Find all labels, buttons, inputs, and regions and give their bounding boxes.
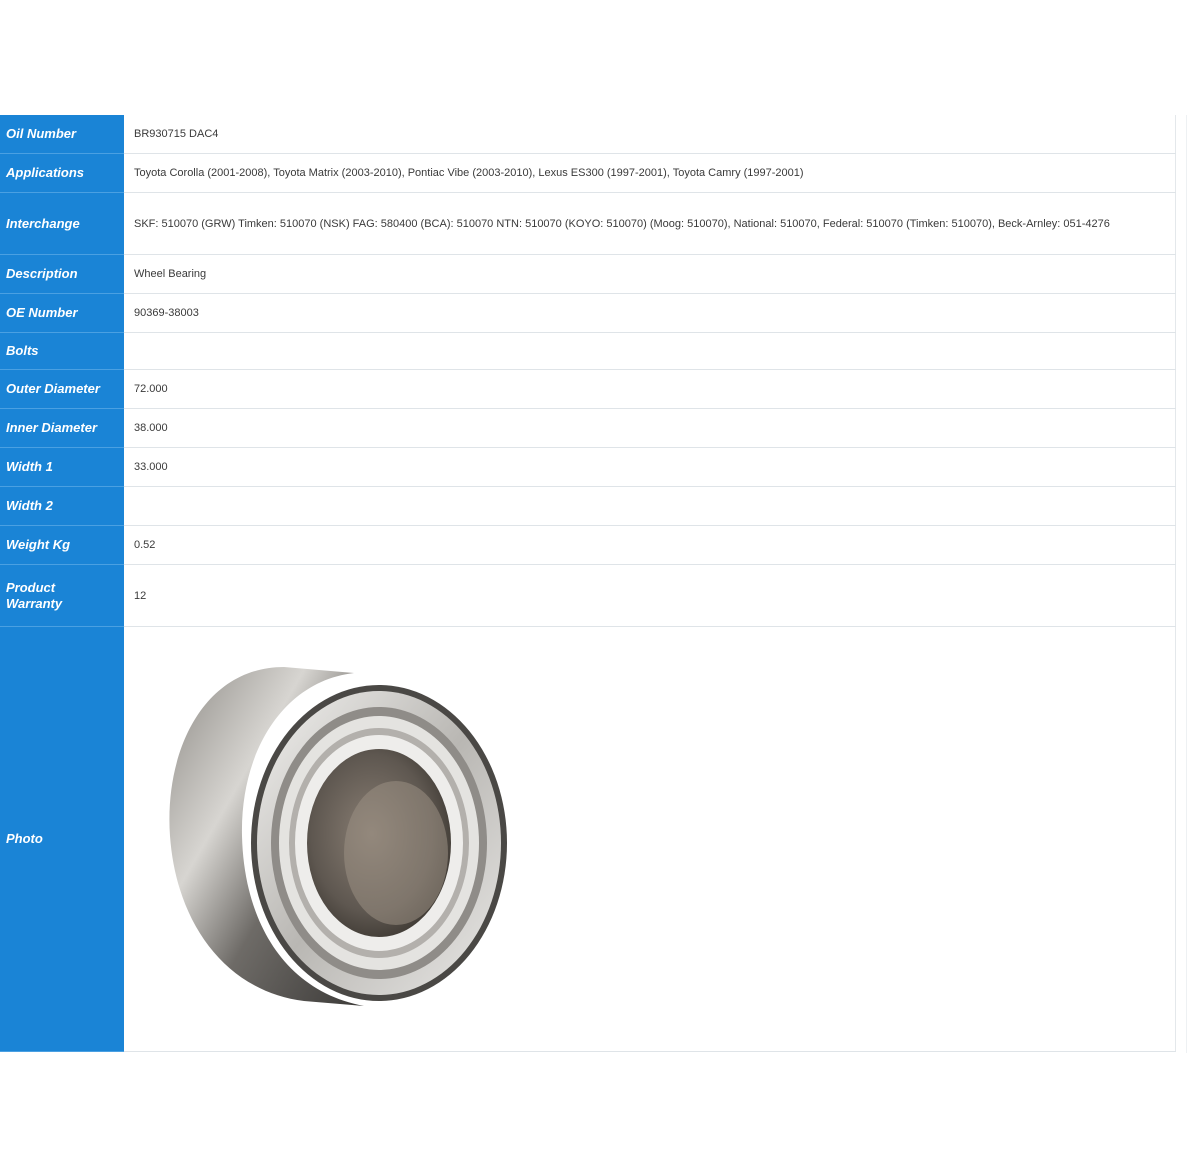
- right-border-strip: [1186, 115, 1200, 1053]
- spec-key: Bolts: [0, 333, 124, 370]
- spec-value: 12: [124, 565, 1176, 627]
- spec-value: 38.000: [124, 409, 1176, 448]
- spec-value: BR930715 DAC4: [124, 115, 1176, 154]
- spec-value: [124, 333, 1176, 370]
- spec-key: OE Number: [0, 294, 124, 333]
- spec-value: 0.52: [124, 526, 1176, 565]
- spec-row-oe-number: [0, 294, 1176, 333]
- spec-row-bolts: [0, 333, 1176, 370]
- spec-key: Weight Kg: [0, 526, 124, 565]
- spec-value: Wheel Bearing: [124, 255, 1176, 294]
- spec-value: SKF: 510070 (GRW) Timken: 510070 (NSK) FAG: 580400 (BCA): 510070 NTN: 510070 (KOYO: 510070) (Moog: 510070), National: 510070, Federal: 510070 (Timken: 510070), Beck-Arnley: 051-4276: [124, 193, 1176, 255]
- spec-row-applications: [0, 154, 1176, 193]
- spec-row-description: [0, 255, 1176, 294]
- spec-key: Description: [0, 255, 124, 294]
- photo-wrap: [124, 627, 1175, 1051]
- spec-key: Width 2: [0, 487, 124, 526]
- photo-cell: [124, 627, 1176, 1052]
- spec-row-interchange: [0, 193, 1176, 255]
- spec-row-outer-diameter: [0, 370, 1176, 409]
- spec-row-warranty: [0, 565, 1176, 627]
- spec-value: 72.000: [124, 370, 1176, 409]
- spec-key: Interchange: [0, 193, 124, 255]
- spec-key: Oil Number: [0, 115, 124, 154]
- spec-key: Outer Diameter: [0, 370, 124, 409]
- spec-row-inner-diameter: [0, 409, 1176, 448]
- spec-value: Toyota Corolla (2001-2008), Toyota Matrix (2003-2010), Pontiac Vibe (2003-2010), Lexus ES300 (1997-2001), Toyota Camry (1997-2001): [124, 154, 1176, 193]
- spec-key: Width 1: [0, 448, 124, 487]
- spec-row-oil-number: [0, 115, 1176, 154]
- spec-value: 33.000: [124, 448, 1176, 487]
- spec-key: Photo: [0, 627, 124, 1052]
- spec-key: Product Warranty: [0, 565, 124, 627]
- spec-key: Inner Diameter: [0, 409, 124, 448]
- wheel-bearing-image: [164, 661, 509, 1011]
- spec-row-weight: [0, 526, 1176, 565]
- spec-row-width-1: [0, 448, 1176, 487]
- spec-table: [0, 115, 1176, 1052]
- spec-row-photo: [0, 627, 1176, 1052]
- spec-value: [124, 487, 1176, 526]
- spec-value: 90369-38003: [124, 294, 1176, 333]
- spec-row-width-2: [0, 487, 1176, 526]
- spec-key: Applications: [0, 154, 124, 193]
